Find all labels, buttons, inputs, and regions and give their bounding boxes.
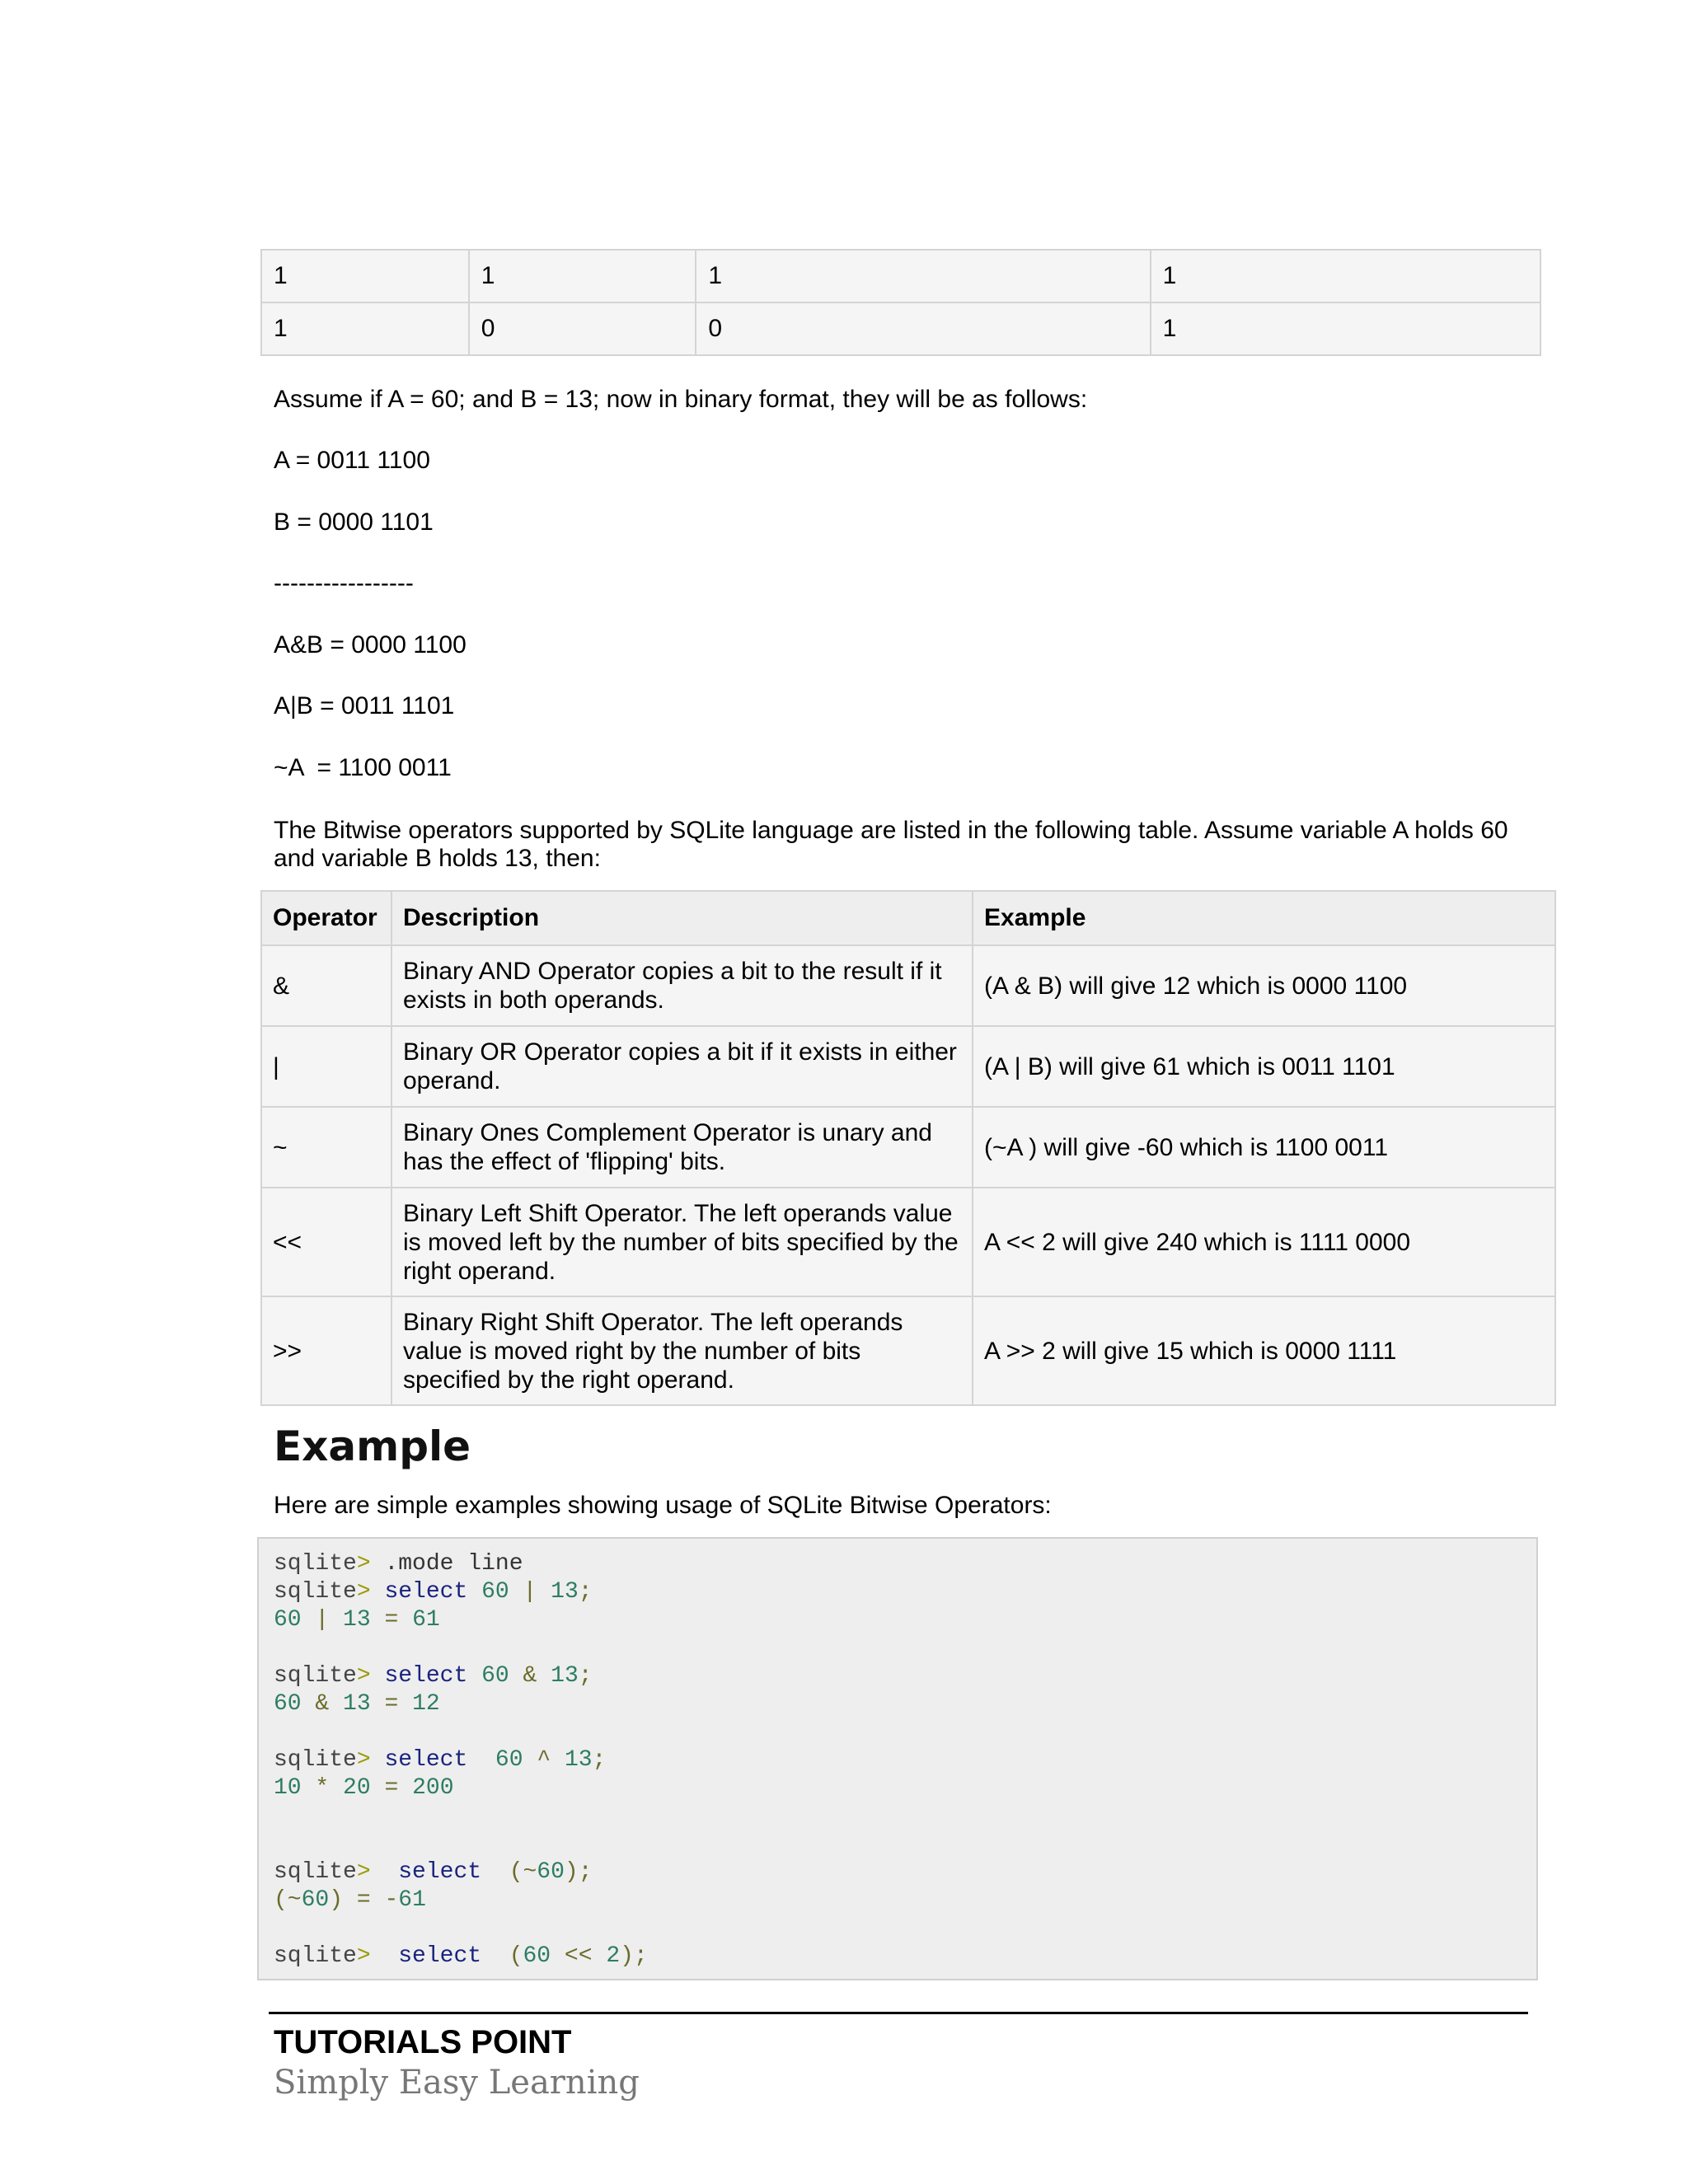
table-cell: 1 bbox=[1151, 250, 1540, 302]
footer-brand: TUTORIALS POINT bbox=[274, 2024, 572, 2060]
example-cell: (A | B) will give 61 which is 0011 1101 bbox=[973, 1026, 1555, 1107]
code-line bbox=[274, 1830, 1522, 1858]
description-line-1: The Bitwise operators supported by SQLite language are listed in the following table. Assume variable A holds 60 bbox=[274, 817, 1508, 844]
description-line: operand. bbox=[402, 1067, 501, 1094]
table-cell: 1 bbox=[261, 302, 469, 355]
table-row bbox=[261, 1296, 1555, 1405]
description-cell bbox=[392, 1026, 973, 1107]
operator-cell: & bbox=[261, 945, 392, 1026]
binary-line-a: A = 0011 1100 bbox=[274, 447, 430, 474]
footer-divider bbox=[269, 2012, 1528, 2014]
table-cell: 0 bbox=[469, 302, 696, 355]
description-line: is moved left by the number of bits specified by the bbox=[402, 1228, 959, 1256]
column-header: Description bbox=[392, 891, 973, 945]
code-line: sqlite> .mode line bbox=[274, 1551, 523, 1577]
table-row bbox=[261, 1188, 1555, 1296]
column-header: Example bbox=[973, 891, 1555, 945]
binary-line-or: A|B = 0011 1101 bbox=[274, 692, 455, 719]
bitwise-operators-table bbox=[260, 890, 1556, 1406]
example-intro: Here are simple examples showing usage of SQLite Bitwise Operators: bbox=[274, 1492, 1052, 1519]
truth-table-continuation bbox=[260, 249, 1541, 356]
description-line: right operand. bbox=[402, 1257, 556, 1285]
code-line bbox=[274, 1802, 1522, 1830]
code-line bbox=[274, 1634, 1522, 1662]
table-cell: 1 bbox=[696, 250, 1150, 302]
code-line: sqlite> select (~60); bbox=[274, 1859, 593, 1885]
binary-line-b: B = 0000 1101 bbox=[274, 509, 434, 536]
code-line: sqlite> select 60 & 13; bbox=[274, 1663, 593, 1689]
code-line bbox=[274, 1915, 1522, 1943]
table-row bbox=[261, 1026, 1555, 1107]
example-cell: A >> 2 will give 15 which is 0000 1111 bbox=[973, 1296, 1555, 1405]
description-line: has the effect of 'flipping' bits. bbox=[402, 1148, 726, 1175]
description-line: Binary Right Shift Operator. The left operands bbox=[402, 1308, 903, 1336]
description-cell bbox=[392, 945, 973, 1026]
operator-cell: ~ bbox=[261, 1107, 392, 1188]
description-line: Binary Left Shift Operator. The left operands value bbox=[402, 1199, 953, 1227]
intro-paragraph: Assume if A = 60; and B = 13; now in binary format, they will be as follows: bbox=[274, 386, 1088, 413]
table-cell: 0 bbox=[696, 302, 1150, 355]
code-line: (~60) = -61 bbox=[274, 1887, 426, 1913]
description-line: specified by the right operand. bbox=[402, 1366, 734, 1394]
separator-line: ----------------- bbox=[274, 569, 414, 597]
description-line: exists in both operands. bbox=[402, 987, 664, 1014]
code-line: 60 & 13 = 12 bbox=[274, 1691, 440, 1717]
operator-cell: >> bbox=[261, 1296, 392, 1405]
description-line: Binary AND Operator copies a bit to the result if it bbox=[402, 958, 942, 985]
table-row bbox=[261, 945, 1555, 1026]
table-cell: 1 bbox=[261, 250, 469, 302]
description-line: Binary Ones Complement Operator is unary and bbox=[402, 1119, 932, 1146]
example-cell: A << 2 will give 240 which is 1111 0000 bbox=[973, 1188, 1555, 1296]
code-line bbox=[274, 1718, 1522, 1746]
table-row bbox=[261, 1107, 1555, 1188]
table-header-row bbox=[261, 891, 1555, 945]
table-cell: 1 bbox=[1151, 302, 1540, 355]
code-line: sqlite> select 60 | 13; bbox=[274, 1579, 593, 1605]
description-cell bbox=[392, 1107, 973, 1188]
description-cell bbox=[392, 1188, 973, 1296]
binary-line-and: A&B = 0000 1100 bbox=[274, 631, 467, 658]
description-cell bbox=[392, 1296, 973, 1405]
table-cell: 1 bbox=[469, 250, 696, 302]
binary-line-not: ~A = 1100 0011 bbox=[274, 754, 452, 781]
example-cell: (~A ) will give -60 which is 1100 0011 bbox=[973, 1107, 1555, 1188]
code-line: 60 | 13 = 61 bbox=[274, 1607, 440, 1633]
sqlite-code-block bbox=[257, 1537, 1538, 1980]
table-row bbox=[261, 302, 1540, 355]
column-header: Operator bbox=[261, 891, 392, 945]
table-row bbox=[261, 250, 1540, 302]
code-line: 10 * 20 = 200 bbox=[274, 1775, 454, 1801]
code-line: sqlite> select 60 ^ 13; bbox=[274, 1747, 607, 1773]
example-cell: (A & B) will give 12 which is 0000 1100 bbox=[973, 945, 1555, 1026]
operator-cell: | bbox=[261, 1026, 392, 1107]
footer-tagline: Simply Easy Learning bbox=[274, 2064, 640, 2102]
description-line: value is moved right by the number of bits bbox=[402, 1337, 861, 1365]
description-line: Binary OR Operator copies a bit if it exists in either bbox=[402, 1038, 957, 1066]
example-heading: Example bbox=[274, 1422, 471, 1470]
description-line-2: and variable B holds 13, then: bbox=[274, 845, 601, 872]
code-line: sqlite> select (60 << 2); bbox=[274, 1943, 648, 1969]
operator-cell: << bbox=[261, 1188, 392, 1296]
